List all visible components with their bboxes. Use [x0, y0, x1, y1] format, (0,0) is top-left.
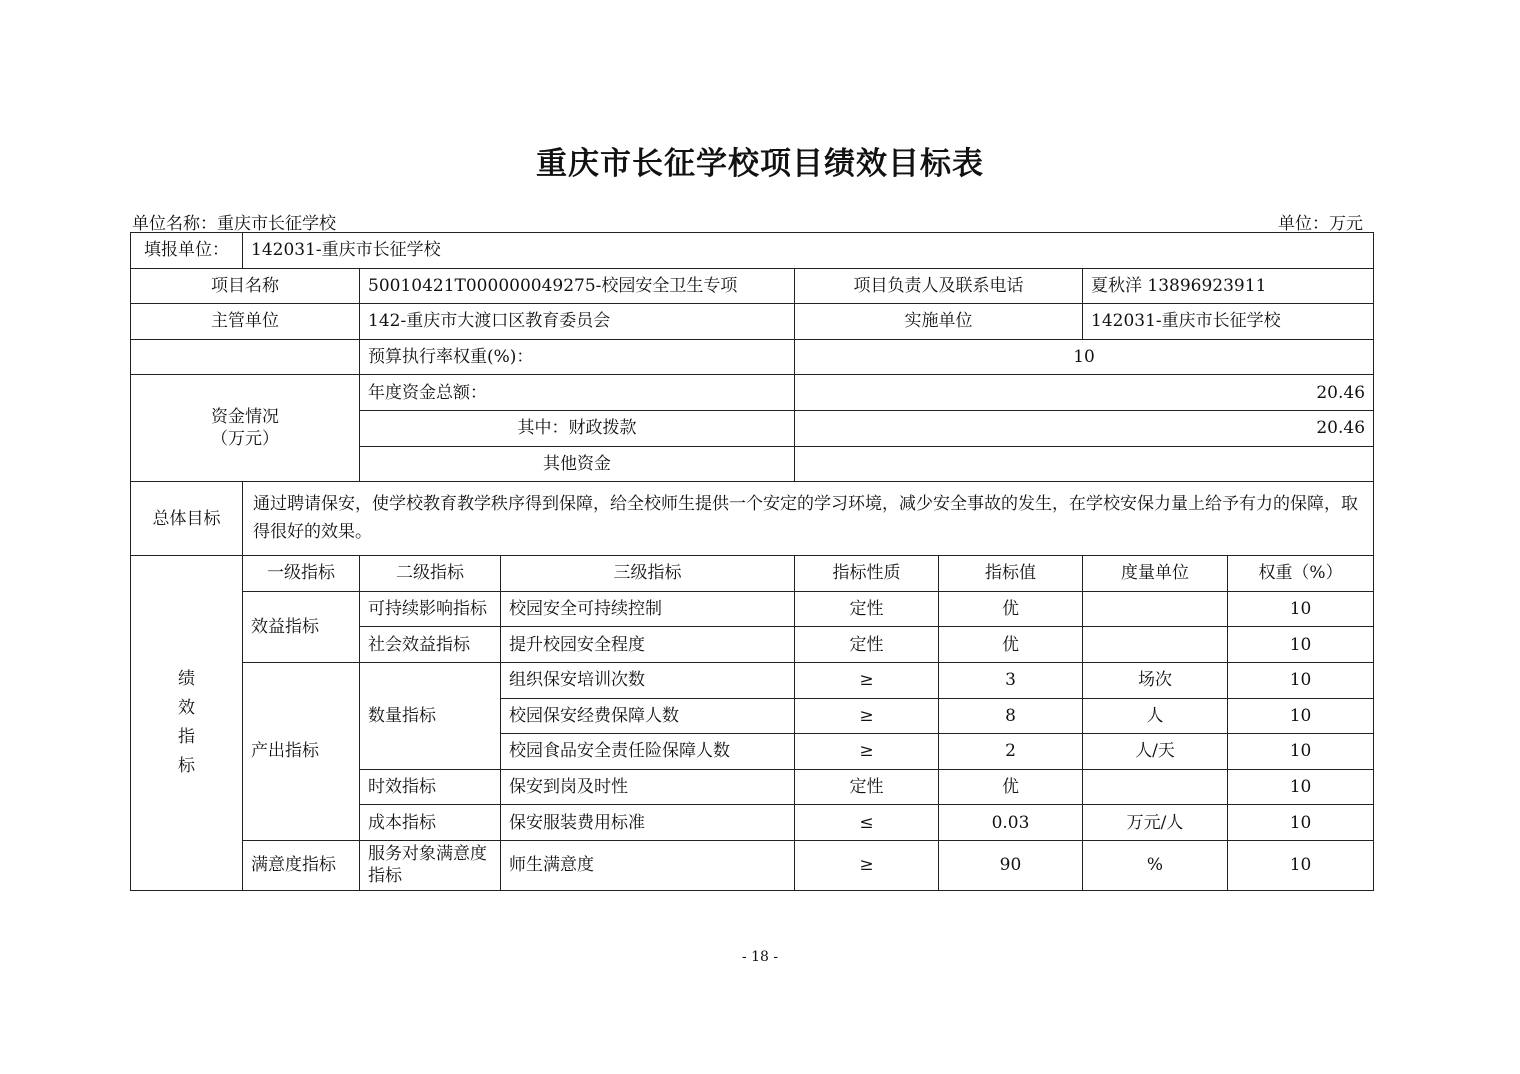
funds-annual-row — [131, 375, 1374, 411]
value-cell: 优 — [939, 769, 1083, 805]
budget-weight-blank — [131, 339, 360, 375]
table-row — [131, 662, 1374, 698]
unit-name: 单位名称：重庆市长征学校 — [132, 214, 336, 234]
project-leader-label: 项目负责人及联系电话 — [795, 268, 1083, 304]
level2-cell: 数量指标 — [360, 662, 501, 769]
nature-cell: ≥ — [795, 734, 939, 770]
funds-fiscal-value: 20.46 — [795, 410, 1374, 446]
header-level3: 三级指标 — [501, 556, 795, 592]
performance-label — [131, 556, 243, 891]
nature-cell: 定性 — [795, 591, 939, 627]
unit-cell: 人 — [1083, 698, 1228, 734]
supervisor-label: 主管单位 — [131, 304, 360, 340]
unit-currency: 单位：万元 — [1278, 214, 1363, 234]
level2-cell: 社会效益指标 — [360, 627, 501, 663]
fill-unit-label: 填报单位： — [131, 233, 243, 269]
overall-goal-label: 总体目标 — [131, 482, 243, 556]
performance-target-table — [130, 232, 1374, 891]
weight-cell: 10 — [1228, 840, 1374, 890]
implementer-label: 实施单位 — [795, 304, 1083, 340]
unit-cell: % — [1083, 840, 1228, 890]
budget-weight-value: 10 — [795, 339, 1374, 375]
performance-label-char: 绩 — [178, 669, 195, 690]
project-name-label: 项目名称 — [131, 268, 360, 304]
nature-cell: ≥ — [795, 698, 939, 734]
value-cell: 2 — [939, 734, 1083, 770]
funds-label-line2: （万元） — [211, 429, 279, 450]
unit-cell: 人/天 — [1083, 734, 1228, 770]
value-cell: 优 — [939, 627, 1083, 663]
overall-goal-text: 通过聘请保安，使学校教育教学秩序得到保障，给全校师生提供一个安定的学习环境，减少安全事故的发生，在学校安保力量上给予有力的保障，取得很好的效果。 — [243, 482, 1374, 556]
page-title: 重庆市长征学校项目绩效目标表 — [536, 146, 984, 182]
level3-cell: 校园保安经费保障人数 — [501, 698, 795, 734]
weight-cell: 10 — [1228, 769, 1374, 805]
project-row — [131, 268, 1374, 304]
fill-unit-value: 142031-重庆市长征学校 — [243, 233, 1374, 269]
funds-label-line1: 资金情况 — [211, 407, 279, 428]
header-unit: 度量单位 — [1083, 556, 1228, 592]
level1-cell: 产出指标 — [243, 662, 360, 840]
level3-cell: 校园食品安全责任险保障人数 — [501, 734, 795, 770]
budget-weight-row — [131, 339, 1374, 375]
nature-cell: 定性 — [795, 627, 939, 663]
funds-annual-value: 20.46 — [795, 375, 1374, 411]
weight-cell: 10 — [1228, 662, 1374, 698]
funds-fiscal-label: 其中：财政拨款 — [360, 410, 795, 446]
unit-cell — [1083, 769, 1228, 805]
level3-cell: 提升校园安全程度 — [501, 627, 795, 663]
performance-label-char: 效 — [178, 698, 195, 719]
level3-cell: 保安到岗及时性 — [501, 769, 795, 805]
weight-cell: 10 — [1228, 627, 1374, 663]
level1-cell: 效益指标 — [243, 591, 360, 662]
weight-cell: 10 — [1228, 591, 1374, 627]
value-cell: 8 — [939, 698, 1083, 734]
value-cell: 0.03 — [939, 805, 1083, 841]
header-level1: 一级指标 — [243, 556, 360, 592]
header-level2: 二级指标 — [360, 556, 501, 592]
page-number: - 18 - — [741, 949, 779, 965]
performance-label-char: 指 — [178, 727, 195, 748]
fill-unit-row — [131, 233, 1374, 269]
unit-cell — [1083, 627, 1228, 663]
project-name-value: 50010421T000000049275-校园安全卫生专项 — [360, 268, 795, 304]
nature-cell: ≤ — [795, 805, 939, 841]
funds-label — [131, 375, 360, 482]
table-row — [131, 591, 1374, 627]
funds-annual-label: 年度资金总额： — [360, 375, 795, 411]
header-value: 指标值 — [939, 556, 1083, 592]
level1-cell: 满意度指标 — [243, 840, 360, 890]
supervisor-row — [131, 304, 1374, 340]
level3-cell: 师生满意度 — [501, 840, 795, 890]
level2-cell: 可持续影响指标 — [360, 591, 501, 627]
weight-cell: 10 — [1228, 805, 1374, 841]
weight-cell: 10 — [1228, 698, 1374, 734]
weight-cell: 10 — [1228, 734, 1374, 770]
level2-cell: 成本指标 — [360, 805, 501, 841]
overall-goal-row — [131, 482, 1374, 556]
value-cell: 3 — [939, 662, 1083, 698]
unit-cell: 万元/人 — [1083, 805, 1228, 841]
funds-other-label: 其他资金 — [360, 446, 795, 482]
nature-cell: ≥ — [795, 662, 939, 698]
value-cell: 优 — [939, 591, 1083, 627]
level2-cell: 服务对象满意度指标 — [360, 840, 501, 890]
budget-weight-label: 预算执行率权重(%)： — [360, 339, 795, 375]
project-leader-value: 夏秋洋 13896923911 — [1083, 268, 1374, 304]
implementer-value: 142031-重庆市长征学校 — [1083, 304, 1374, 340]
performance-label-char: 标 — [178, 755, 195, 776]
nature-cell: ≥ — [795, 840, 939, 890]
level3-cell: 校园安全可持续控制 — [501, 591, 795, 627]
funds-other-value — [795, 446, 1374, 482]
unit-cell — [1083, 591, 1228, 627]
supervisor-value: 142-重庆市大渡口区教育委员会 — [360, 304, 795, 340]
level2-cell: 时效指标 — [360, 769, 501, 805]
indicator-header-row — [131, 556, 1374, 592]
value-cell: 90 — [939, 840, 1083, 890]
level3-cell: 保安服装费用标准 — [501, 805, 795, 841]
level3-cell: 组织保安培训次数 — [501, 662, 795, 698]
header-weight: 权重（%） — [1228, 556, 1374, 592]
unit-cell: 场次 — [1083, 662, 1228, 698]
table-row — [131, 840, 1374, 890]
nature-cell: 定性 — [795, 769, 939, 805]
header-nature: 指标性质 — [795, 556, 939, 592]
